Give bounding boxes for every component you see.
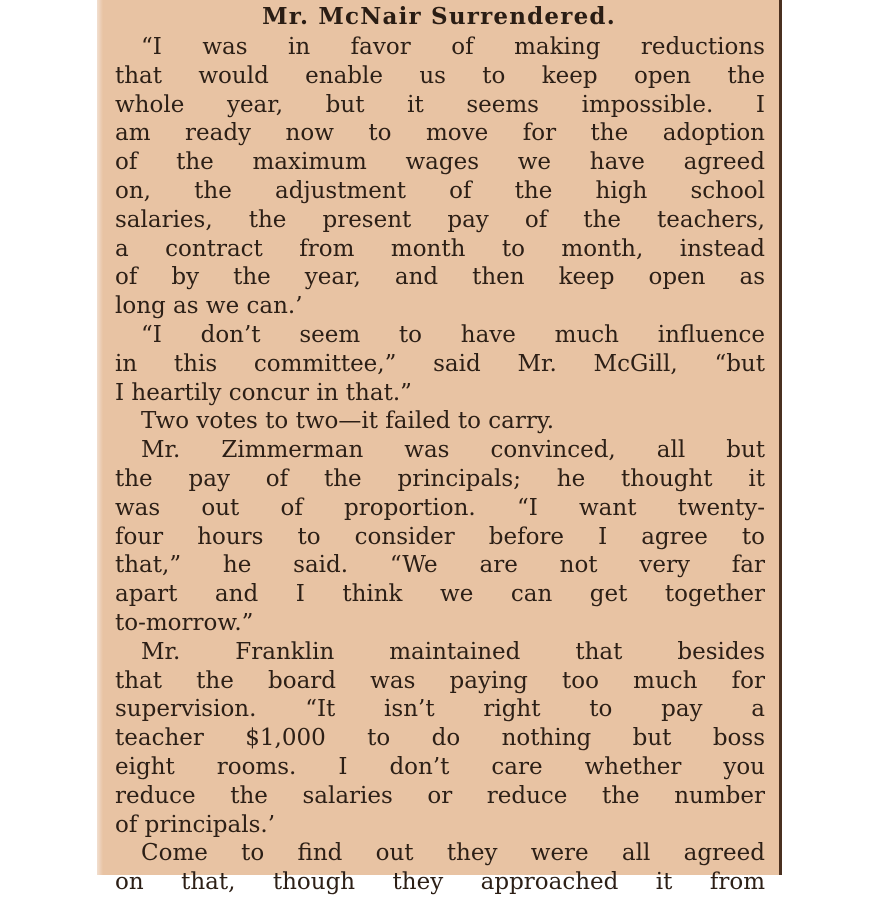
article-line: salaries, the present pay of the teachers, bbox=[115, 206, 765, 233]
article-line: Come to find out they were all agreed bbox=[141, 840, 765, 867]
article-line: that would enable us to keep open the bbox=[115, 62, 765, 89]
article-line: on, the adjustment of the high school bbox=[115, 177, 765, 204]
article-line: “I don’t seem to have much influence bbox=[141, 321, 765, 348]
article-line: whole year, but it seems impossible. I bbox=[115, 91, 765, 118]
article-line: supervision. “It isn’t right to pay a bbox=[115, 696, 765, 723]
article-line: Mr. Franklin maintained that besides bbox=[141, 638, 765, 665]
article-line: reduce the salaries or reduce the number bbox=[115, 782, 765, 809]
article-body bbox=[115, 33, 765, 897]
article-line: to-morrow.” bbox=[115, 609, 254, 636]
article-line: “I was in favor of making reductions bbox=[141, 34, 765, 60]
article-line: I heartily concur in that.” bbox=[115, 379, 412, 406]
article-line: of the maximum wages we have agreed bbox=[115, 149, 765, 176]
article-line: was out of proportion. “I want twenty- bbox=[115, 494, 765, 521]
article-headline: Mr. McNair Surrendered. bbox=[262, 3, 616, 30]
article-line: eight rooms. I don’t care whether you bbox=[115, 753, 765, 780]
column-rule bbox=[779, 0, 782, 875]
article-line: Mr. Zimmerman was convinced, all but bbox=[141, 437, 765, 464]
article-line: am ready now to move for the adoption bbox=[115, 120, 765, 147]
article-line: apart and I think we can get together bbox=[115, 581, 765, 608]
article-line: a contract from month to month, instead bbox=[115, 235, 765, 262]
article-line: of by the year, and then keep open as bbox=[115, 264, 765, 291]
article-line: on that, though they approached it from bbox=[115, 869, 765, 896]
article-line: long as we can.’ bbox=[115, 293, 303, 320]
article-line: teacher $1,000 to do nothing but boss bbox=[115, 725, 765, 752]
article-line: in this committee,” said Mr. McGill, “but bbox=[115, 350, 765, 377]
clipping-left-edge bbox=[97, 0, 103, 875]
article-line: that,” he said. “We are not very far bbox=[115, 552, 765, 579]
article-line: Two votes to two—it failed to carry. bbox=[141, 408, 555, 435]
article-line: four hours to consider before I agree to bbox=[115, 523, 765, 550]
article-line: the pay of the principals; he thought it bbox=[115, 465, 765, 492]
article-line: that the board was paying too much for bbox=[115, 667, 765, 694]
article-line: of principals.’ bbox=[115, 811, 276, 838]
